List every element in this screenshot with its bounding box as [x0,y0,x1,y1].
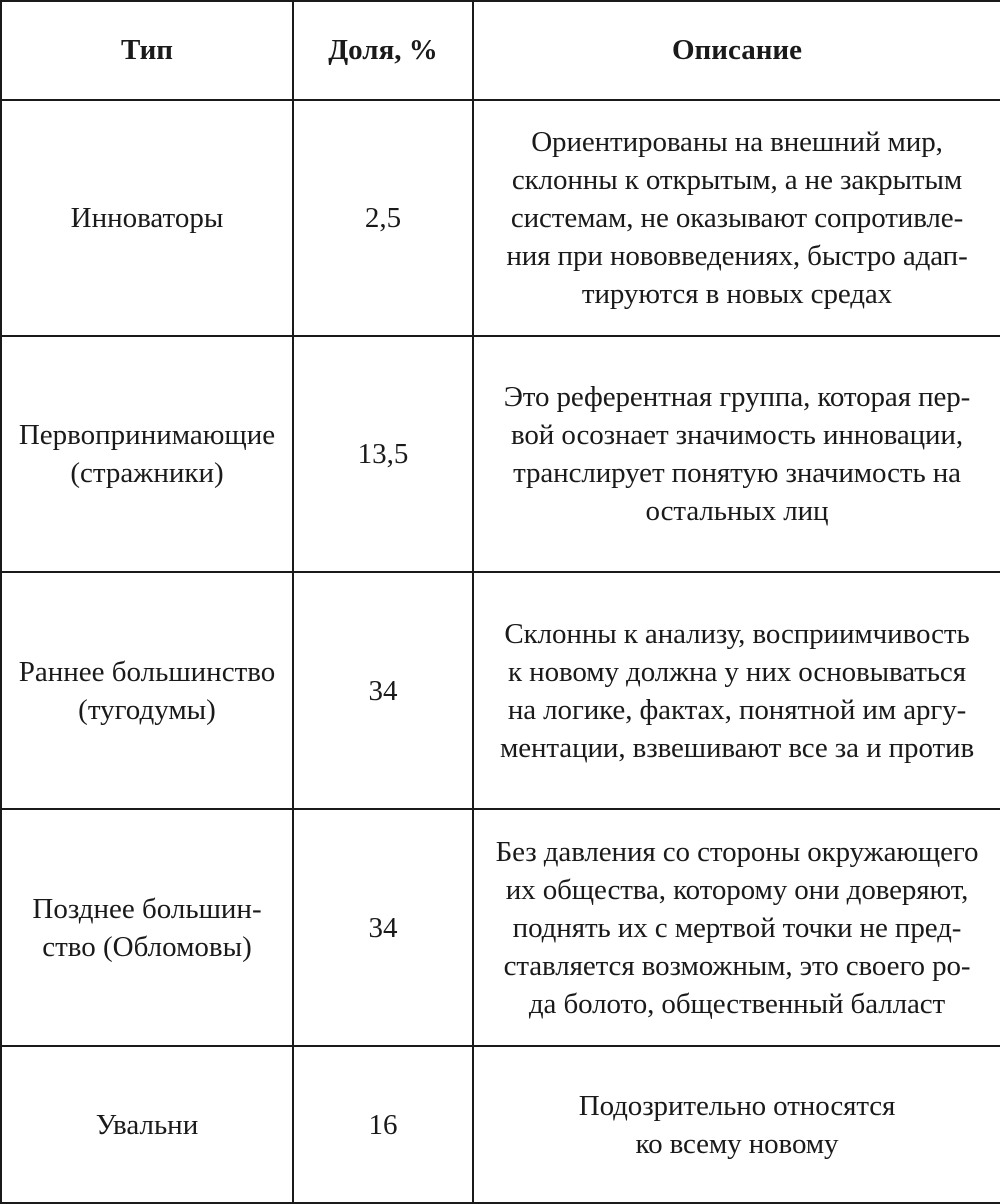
type-line: ство (Обломовы) [42,930,252,963]
description-line: на логике, фактах, понятной им аргу- [507,693,967,726]
description-line: ментации, взвешивают все за и против [499,731,975,764]
description-cell [473,100,1000,336]
description-cell [473,1046,1000,1203]
description-line: Это референтная группа, которая пер- [503,381,971,413]
type-line: (тугодумы) [78,693,216,726]
table-row [1,1046,1000,1203]
table-header-row [1,1,1000,100]
description-line: Без давления со стороны окружающего [495,835,979,868]
header-description: Описание [473,1,1000,100]
description-line: Подозрительно относятся [578,1089,896,1122]
table-row [1,336,1000,572]
description-line: тируются в новых средах [581,278,893,310]
share-cell: 34 [293,809,473,1046]
type-line: Инноваторы [70,202,224,234]
description-line: их общества, которому они доверяют, [505,873,969,906]
description-line: транслирует понятую значимость на [513,457,961,489]
share-cell: 16 [293,1046,473,1203]
type-line: Увальни [95,1108,199,1141]
type-cell [1,336,293,572]
table-row [1,100,1000,336]
header-type: Тип [1,1,293,100]
table-row [1,809,1000,1046]
type-cell [1,100,293,336]
description-cell [473,336,1000,572]
description-line: Ориентированы на внешний мир, [531,126,943,158]
type-line: Первопринимающие [18,419,276,451]
description-line: вой осознает значимость инновации, [510,419,964,451]
description-line: склонны к открытым, а не закрытым [511,164,963,196]
type-cell [1,1046,293,1203]
description-line: ния при нововведениях, быстро адап- [506,240,968,272]
share-cell: 2,5 [293,100,473,336]
type-line: (стражники) [70,457,224,489]
description-line: Склонны к анализу, восприимчивость [504,617,970,650]
table-row [1,572,1000,809]
description-line: системам, не оказывают сопротивле- [510,202,964,234]
description-line: да болото, общественный балласт [528,987,946,1020]
description-line: поднять их с мертвой точки не пред- [512,911,962,944]
description-line: к новому должна у них основываться [508,655,966,688]
description-line: ставляется возможным, это своего ро- [503,949,971,982]
share-cell: 34 [293,572,473,809]
description-cell [473,572,1000,809]
description-line: ко всему новому [635,1127,839,1160]
type-line: Раннее большинство [18,655,276,688]
header-share: Доля, % [293,1,473,100]
type-cell [1,809,293,1046]
description-line: остальных лиц [645,495,829,527]
description-cell [473,809,1000,1046]
share-cell: 13,5 [293,336,473,572]
type-line: Позднее большин- [32,892,262,925]
type-cell [1,572,293,809]
